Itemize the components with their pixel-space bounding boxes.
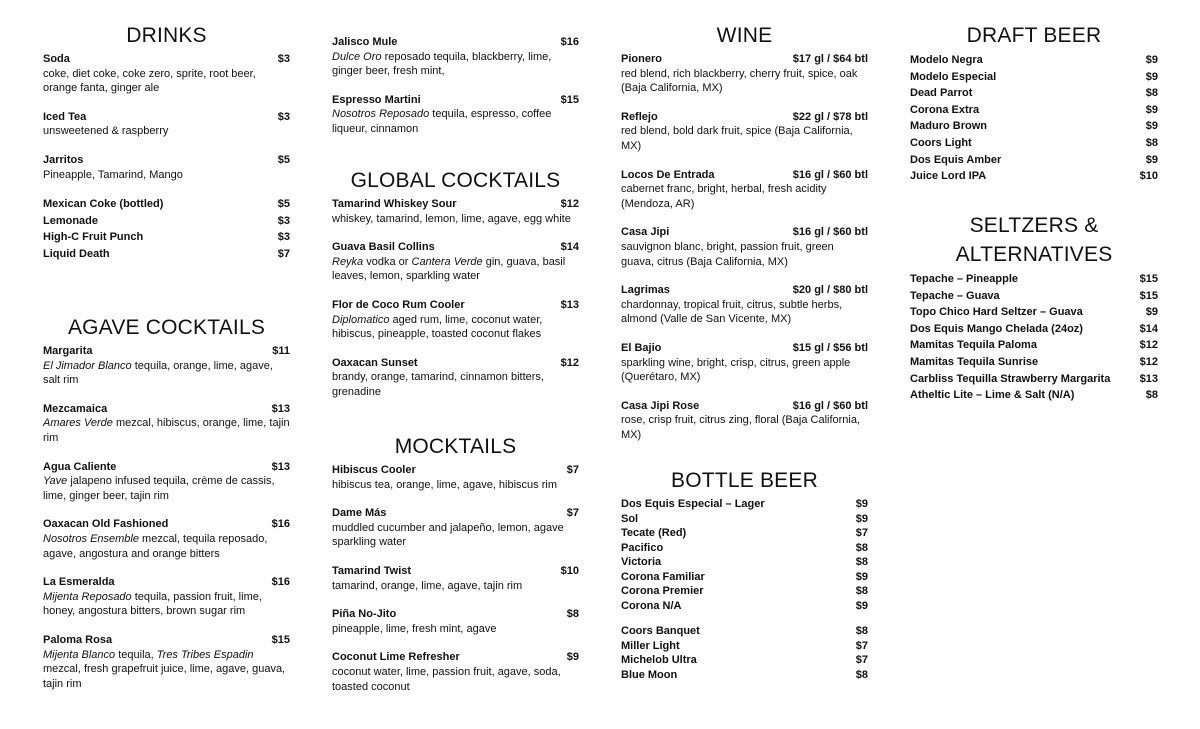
- menu-item: [621, 599, 868, 614]
- item-name: Oaxacan Old Fashioned: [43, 518, 169, 531]
- global-cocktails-section: [332, 166, 579, 400]
- menu-item: [910, 304, 1158, 321]
- menu-item: [621, 584, 868, 599]
- draft-beer-section: [910, 21, 1158, 185]
- item-name: La Esmeralda: [43, 576, 115, 589]
- item-description: tamarind, orange, lime, agave, tajin rim: [332, 579, 523, 592]
- item-name: Corona Extra: [910, 103, 980, 116]
- item-name: Dos Equis Amber: [910, 153, 1002, 166]
- section-title: DRAFT BEER: [966, 24, 1102, 47]
- item-price: $9: [1145, 54, 1158, 66]
- item-price: $12: [1139, 339, 1158, 352]
- item-description: Dulce Oro reposado tequila, blackberry, lime, ginger beer, fresh mint,: [332, 50, 552, 78]
- menu-item: [332, 564, 579, 593]
- menu-item: [621, 497, 868, 512]
- item-name: Juice Lord IPA: [910, 170, 987, 183]
- item-name: Sol: [621, 512, 639, 525]
- menu-item: [910, 371, 1158, 388]
- menu-item: [910, 354, 1158, 371]
- item-price: $12: [560, 198, 579, 210]
- item-name: Flor de Coco Rum Cooler: [332, 298, 465, 311]
- seltzers-alternatives-section: [910, 211, 1158, 404]
- item-price: $5: [277, 198, 290, 211]
- item-description: red blend, bold dark fruit, spice (Baja California, MX): [621, 125, 853, 152]
- item-price: $9: [1145, 120, 1158, 133]
- menu-item: [332, 650, 579, 694]
- item-name: Espresso Martini: [332, 93, 421, 106]
- item-name: Tamarind Twist: [332, 564, 412, 577]
- item-price: $15: [560, 93, 579, 106]
- menu-item: [332, 506, 579, 550]
- item-price: $3: [277, 231, 290, 244]
- item-name: Dos Equis Mango Chelada (24oz): [910, 322, 1083, 335]
- item-price: $3: [277, 110, 290, 123]
- item-description: Diplomatico aged rum, lime, coconut water, hibiscus, pineapple, toasted coconut flakes: [332, 313, 543, 341]
- menu-item: [621, 225, 868, 269]
- section-title: BOTTLE BEER: [671, 469, 818, 492]
- item-name: Tamarind Whiskey Sour: [332, 198, 457, 210]
- item-price: $15 gl / $56 btl: [792, 341, 868, 354]
- item-name: Topo Chico Hard Seltzer – Guava: [910, 306, 1083, 319]
- item-name: Dead Parrot: [910, 87, 973, 100]
- item-price: $9: [855, 512, 868, 525]
- section-title: GLOBAL COCKTAILS: [350, 169, 561, 192]
- item-name: Coors Light: [910, 136, 972, 149]
- item-price: $16 gl / $60 btl: [792, 226, 868, 239]
- menu-item: [910, 118, 1158, 135]
- item-description: El Jimador Blanco tequila, orange, lime, agave, salt rim: [43, 359, 273, 387]
- item-price: $7: [855, 639, 868, 652]
- drinks-section: [43, 21, 290, 263]
- item-price: $15: [1139, 273, 1158, 285]
- item-price: $16 gl / $60 btl: [792, 168, 868, 181]
- mocktails-section: [332, 432, 579, 694]
- menu-item: [332, 35, 579, 79]
- item-description: muddled cucumber and jalapeño, lemon, agave sparkling water: [332, 521, 564, 549]
- item-price: $7: [855, 654, 868, 666]
- item-price: $16 gl / $60 btl: [792, 399, 868, 412]
- section-title: DRINKS: [126, 24, 207, 47]
- item-description: red blend, rich blackberry, cherry fruit, spice, oak (Baja California, MX): [621, 67, 858, 95]
- item-price: $8: [855, 625, 868, 637]
- menu-item: [621, 639, 868, 654]
- menu-item: [910, 152, 1158, 169]
- item-price: $8: [855, 585, 868, 597]
- item-name: Reflejo: [621, 110, 658, 123]
- item-name: High-C Fruit Punch: [43, 231, 144, 244]
- item-name: Coconut Lime Refresher: [332, 651, 460, 664]
- item-name: Agua Caliente: [43, 460, 117, 473]
- item-description: whiskey, tamarind, lemon, lime, agave, egg white: [332, 212, 571, 225]
- item-name: Paloma Rosa: [43, 633, 113, 646]
- item-description: brandy, orange, tamarind, cinnamon bitters, grenadine: [332, 371, 544, 398]
- section-title: MOCKTAILS: [394, 435, 517, 458]
- menu-item: [332, 356, 579, 400]
- item-price: $16: [271, 518, 290, 531]
- item-price: $7: [566, 507, 579, 520]
- menu-item: [43, 344, 290, 388]
- menu-item: [43, 196, 290, 213]
- item-description: Yave jalapeno infused tequila, crème de cassis, lime, ginger beer, tajin rim: [43, 475, 275, 502]
- item-price: $10: [560, 564, 579, 577]
- item-price: $17 gl / $64 btl: [792, 53, 868, 65]
- wine-section: [621, 21, 868, 442]
- menu-item: [621, 283, 868, 327]
- item-name: Blue Moon: [621, 668, 678, 681]
- menu-item: [332, 298, 579, 342]
- item-description: chardonnay, tropical fruit, citrus, subtle herbs, almond (Valle de San Vicente, MX): [621, 298, 843, 326]
- item-name: Atheltic Lite – Lime & Salt (N/A): [910, 389, 1075, 402]
- menu-item: [621, 512, 868, 527]
- menu-item: [621, 555, 868, 570]
- item-name: Corona Familiar: [621, 570, 705, 583]
- item-name: Hibiscus Cooler: [332, 464, 416, 476]
- menu-item: [621, 526, 868, 541]
- item-price: $10: [1139, 170, 1158, 183]
- item-price: $8: [855, 556, 868, 568]
- menu-item: [43, 52, 290, 96]
- item-name: El Bajio: [621, 341, 662, 354]
- item-description: sparkling wine, bright, crisp, citrus, green apple (Querétaro, MX): [621, 356, 851, 384]
- item-name: Mezcamaica: [43, 402, 108, 415]
- item-price: $8: [1145, 389, 1158, 402]
- item-description: Mijenta Blanco tequila, Tres Tribes Espadin mezcal, fresh grapefruit juice, lime, agave, guava, tajin rim: [43, 648, 286, 690]
- item-price: $15: [1139, 289, 1158, 302]
- item-description: unsweetened & raspberry: [43, 125, 169, 138]
- item-price: $12: [560, 356, 579, 369]
- item-price: $9: [855, 570, 868, 583]
- menu-item: [910, 387, 1158, 404]
- menu-item: [43, 517, 290, 561]
- agave-cocktails-section: [43, 313, 290, 691]
- item-name: Mexican Coke (bottled): [43, 198, 164, 211]
- menu-item: [910, 288, 1158, 305]
- item-name: Locos De Entrada: [621, 168, 715, 181]
- item-price: $8: [1145, 136, 1158, 149]
- item-name: Iced Tea: [43, 110, 87, 123]
- item-name: Miller Light: [621, 639, 680, 652]
- item-name: Piña No-Jito: [332, 608, 397, 621]
- menu-item: [43, 402, 290, 446]
- item-name: Mamitas Tequila Sunrise: [910, 355, 1039, 368]
- menu-item: [621, 110, 868, 154]
- item-description: Nosotros Reposado tequila, espresso, coffee liqueur, cinnamon: [332, 108, 552, 135]
- menu-item: [332, 197, 579, 226]
- item-name: Carbliss Tequilla Strawberry Margarita: [910, 372, 1111, 385]
- item-price: $13: [271, 460, 290, 473]
- item-price: $16: [271, 576, 290, 589]
- item-name: Coors Banquet: [621, 625, 700, 637]
- menu-item: [43, 460, 290, 504]
- item-name: Maduro Brown: [910, 120, 987, 133]
- item-description: hibiscus tea, orange, lime, agave, hibiscus rim: [332, 478, 557, 491]
- item-description: Pineapple, Tamarind, Mango: [43, 168, 183, 181]
- menu-item: [332, 240, 579, 284]
- menu-item: [910, 135, 1158, 152]
- item-price: $14: [560, 241, 579, 254]
- item-name: Michelob Ultra: [621, 654, 697, 666]
- menu-item: [43, 575, 290, 619]
- menu-item: [910, 52, 1158, 69]
- item-price: $9: [566, 651, 579, 664]
- item-price: $9: [855, 599, 868, 612]
- item-name: Margarita: [43, 345, 93, 357]
- menu-item: [621, 52, 868, 96]
- item-name: Tepache – Pineapple: [910, 273, 1019, 285]
- item-description: rose, crisp fruit, citrus zing, floral (Baja California, MX): [621, 414, 861, 441]
- item-name: Tecate (Red): [621, 527, 687, 539]
- item-name: Modelo Especial: [910, 70, 997, 83]
- menu-item: [43, 153, 290, 182]
- item-description: Reyka vodka or Cantera Verde gin, guava, basil leaves, lemon, sparkling water: [332, 255, 566, 283]
- menu-item: [910, 85, 1158, 102]
- section-title: AGAVE COCKTAILS: [67, 316, 266, 339]
- menu-item: [621, 541, 868, 556]
- item-name: Lagrimas: [621, 284, 670, 297]
- menu-item: [621, 399, 868, 443]
- item-description: coke, diet coke, coke zero, sprite, root beer, orange fanta, ginger ale: [43, 67, 256, 95]
- menu-item: [43, 246, 290, 263]
- section-title-line-2: ALTERNATIVES: [955, 243, 1113, 266]
- item-price: $22 gl / $78 btl: [792, 110, 868, 123]
- item-description: coconut water, lime, passion fruit, agave, soda, toasted coconut: [332, 665, 561, 693]
- item-name: Corona N/A: [621, 599, 682, 612]
- item-price: $8: [566, 608, 579, 621]
- menu-item: [43, 229, 290, 246]
- item-price: $9: [1145, 306, 1158, 319]
- item-price: $20 gl / $80 btl: [792, 284, 868, 297]
- item-name: Dos Equis Especial – Lager: [621, 498, 765, 510]
- item-price: $9: [1145, 153, 1158, 166]
- menu-item: [910, 69, 1158, 86]
- item-name: Liquid Death: [43, 247, 110, 260]
- item-description: Amares Verde mezcal, hibiscus, orange, lime, tajin rim: [43, 417, 290, 444]
- item-name: Soda: [43, 53, 70, 65]
- item-price: $9: [855, 498, 868, 510]
- bottle-beer-section: [621, 466, 868, 682]
- item-price: $13: [271, 402, 290, 415]
- item-name: Casa Jipi Rose: [621, 399, 700, 412]
- menu-item: [43, 633, 290, 691]
- menu-item: [43, 213, 290, 230]
- menu-item: [621, 668, 868, 683]
- item-price: $5: [277, 153, 290, 166]
- item-name: Jarritos: [43, 153, 84, 166]
- menu-item: [621, 624, 868, 639]
- cocktails-continued: [332, 35, 579, 137]
- item-price: $16: [560, 36, 579, 48]
- section-title: SELTZERS &: [969, 214, 1099, 237]
- item-name: Casa Jipi: [621, 226, 670, 239]
- item-name: Pionero: [621, 53, 662, 65]
- item-name: Jalisco Mule: [332, 36, 398, 48]
- item-name: Mamitas Tequila Paloma: [910, 339, 1037, 352]
- item-name: Dame Más: [332, 507, 387, 520]
- item-name: Modelo Negra: [910, 54, 983, 66]
- item-price: $8: [1145, 87, 1158, 100]
- menu-item: [332, 93, 579, 137]
- item-description: Mijenta Reposado tequila, passion fruit, lime, honey, angostura bitters, brown sugar rim: [43, 590, 262, 618]
- item-description: pineapple, lime, fresh mint, agave: [332, 622, 497, 635]
- item-description: sauvignon blanc, bright, passion fruit, green guava, citrus (Baja California, MX): [621, 240, 834, 268]
- menu-item: [621, 570, 868, 585]
- item-price: $13: [560, 298, 579, 311]
- menu-item: [621, 653, 868, 668]
- item-price: $7: [277, 247, 290, 260]
- item-name: Guava Basil Collins: [332, 241, 435, 254]
- item-name: Tepache – Guava: [910, 289, 1000, 302]
- menu-item: [910, 337, 1158, 354]
- menu-item: [910, 271, 1158, 288]
- section-title: WINE: [716, 24, 773, 47]
- item-price: $3: [277, 53, 290, 65]
- item-price: $9: [1145, 103, 1158, 116]
- item-description: Nosotros Ensemble mezcal, tequila reposado, agave, angostura and orange bitters: [43, 532, 268, 560]
- item-price: $8: [855, 541, 868, 554]
- item-price: $3: [277, 214, 290, 227]
- item-price: $15: [271, 633, 290, 646]
- item-price: $7: [855, 527, 868, 539]
- item-price: $13: [1139, 372, 1158, 385]
- item-name: Oaxacan Sunset: [332, 356, 418, 369]
- menu-item: [910, 168, 1158, 185]
- menu-item: [910, 102, 1158, 119]
- menu-item: [621, 341, 868, 385]
- item-name: Pacifico: [621, 541, 664, 554]
- item-price: $14: [1139, 322, 1158, 335]
- menu-item: [332, 607, 579, 636]
- item-price: $7: [566, 464, 579, 476]
- item-name: Victoria: [621, 556, 662, 568]
- menu-item: [621, 168, 868, 212]
- item-price: $9: [1145, 70, 1158, 83]
- menu-item: [910, 321, 1158, 338]
- menu-item: [43, 110, 290, 139]
- menu-item: [332, 463, 579, 492]
- item-name: Lemonade: [43, 214, 99, 227]
- item-name: Corona Premier: [621, 585, 704, 597]
- item-price: $8: [855, 668, 868, 681]
- item-price: $12: [1139, 355, 1158, 368]
- item-description: cabernet franc, bright, herbal, fresh acidity (Mendoza, AR): [621, 183, 827, 210]
- item-price: $11: [272, 345, 290, 357]
